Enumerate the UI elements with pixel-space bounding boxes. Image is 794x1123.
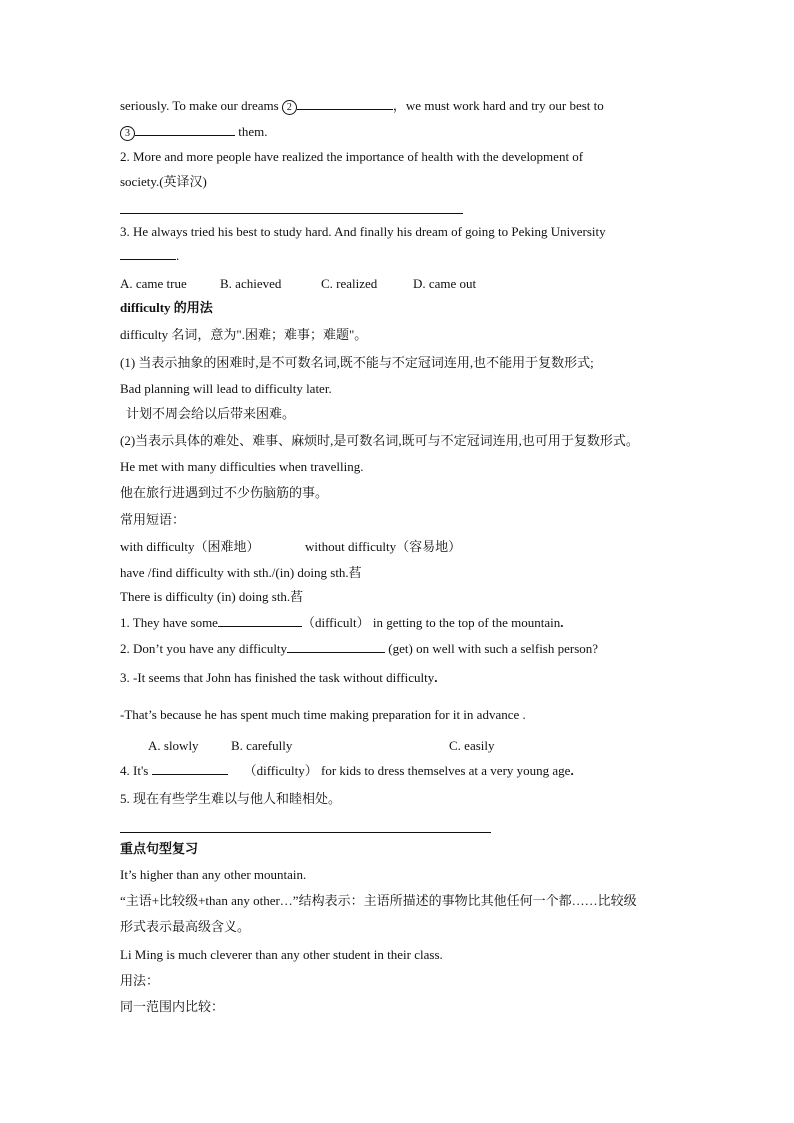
usage-point-2: (2)当表示具体的难处、难事、麻烦时,是可数名词,既可与不定冠词连用,也可用于复数形式。 [120, 433, 639, 448]
q3-option-b: B. achieved [220, 276, 282, 291]
phrase-have-difficulty: have /find difficulty with sth./(in) doing sth.萏 [120, 565, 362, 580]
difficulty-definition: difficulty 名词，意为".困难；难事；难题"。 [120, 327, 368, 342]
text: （difficulty） for kids to dress themselves at a very young age [243, 763, 571, 778]
example-2-zh: 他在旅行进遇到过不少伤脑筋的事。 [120, 485, 329, 500]
example-2-en: He met with many difficulties when travelling. [120, 459, 364, 474]
review-sentence-2: “主语+比较级+than any other…”结构表示：主语所描述的事物比其他任何一个都……比较级 [120, 893, 637, 908]
blank-2[interactable] [297, 97, 393, 110]
review-sentence-3: 形式表示最高级含义。 [120, 919, 251, 934]
answer-line-5[interactable] [120, 832, 491, 833]
example-1-en: Bad planning will lead to difficulty later. [120, 381, 332, 396]
text: . [560, 615, 564, 630]
text: ，we must work hard and try our best to [392, 98, 604, 113]
exercise-1-blank[interactable] [218, 614, 302, 627]
review-same-scope: 同一范围内比较： [120, 999, 225, 1014]
q3-stem: 3. He always tried his best to study hard. And finally his dream of going to Peking University [120, 224, 606, 239]
text: . [434, 670, 438, 685]
review-heading: 重点句型复习 [120, 841, 199, 856]
exercise-4 [120, 762, 574, 780]
usage-point-1: (1) 当表示抽象的困难时,是不可数名词,既不能与不定冠词连用,也不能用于复数形式; [120, 355, 594, 370]
text: . [176, 248, 180, 263]
review-sentence-4: Li Ming is much cleverer than any other student in their class. [120, 947, 443, 962]
phrase-with-difficulty: with difficulty（困难地） [120, 539, 260, 554]
phrase-there-is-difficulty: There is difficulty (in) doing sth.萏 [120, 589, 304, 604]
text: （difficult） in getting to the top of the mountain [301, 615, 561, 630]
answer-line[interactable] [120, 213, 463, 214]
text: 4. It's [120, 763, 152, 778]
circled-number-2: 2 [282, 100, 297, 115]
review-usage-label: 用法： [120, 973, 160, 988]
dream-sentence-line-2 [120, 123, 268, 141]
q2-line-2: society.(英译汉) [120, 174, 207, 189]
q3-blank[interactable] [120, 247, 176, 260]
text: . [570, 763, 574, 778]
exercise-2 [120, 640, 598, 658]
blank-3[interactable] [135, 123, 235, 136]
exercise-2-blank[interactable] [287, 640, 385, 653]
q2-line-1: 2. More and more people have realized the importance of health with the development of [120, 149, 584, 164]
q3-blank-line [120, 247, 179, 265]
exercise-3-reply: -That’s because he has spent much time making preparation for it in advance . [120, 707, 526, 722]
text: (get) on well with such a selfish person? [385, 641, 599, 656]
text: seriously. To make our dreams [120, 98, 282, 113]
exercise-5: 5. 现在有些学生难以与他人和睦相处。 [120, 791, 342, 806]
text: them. [235, 124, 268, 139]
exercise-3 [120, 669, 438, 687]
phrases-title: 常用短语： [120, 512, 186, 527]
difficulty-heading: difficulty 的用法 [120, 300, 213, 315]
dream-sentence-line-1 [120, 97, 604, 115]
example-1-zh: 计划不周会给以后带来困难。 [126, 406, 296, 421]
exercise-4-blank[interactable] [152, 762, 228, 775]
text: 1. They have some [120, 615, 218, 630]
phrase-without-difficulty: without difficulty（容易地） [305, 539, 462, 554]
q3-option-c: C. realized [321, 276, 378, 291]
exercise-1 [120, 614, 564, 632]
circled-number-3: 3 [120, 126, 135, 141]
exercise-3-option-c: C. easily [449, 738, 495, 753]
exercise-3-option-b: B. carefully [231, 738, 293, 753]
text: 2. Don’t you have any difficulty [120, 641, 288, 656]
text: 3. -It seems that John has finished the task without difficulty [120, 670, 435, 685]
exercise-3-option-a: A. slowly [148, 738, 199, 753]
q3-option-d: D. came out [413, 276, 477, 291]
review-sentence-1: It’s higher than any other mountain. [120, 867, 307, 882]
q3-option-a: A. came true [120, 276, 187, 291]
